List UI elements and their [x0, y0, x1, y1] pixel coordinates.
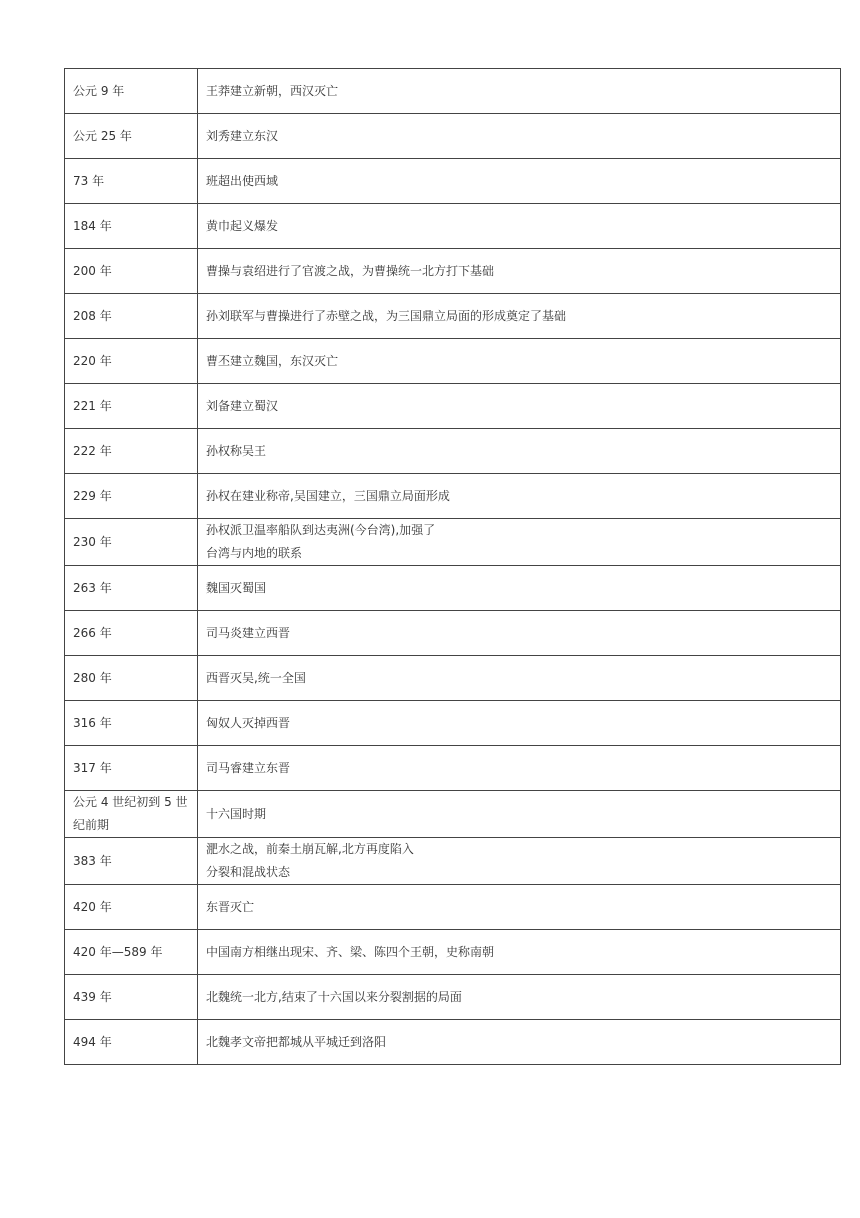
- event-text-line: 魏国灭蜀国: [206, 580, 267, 595]
- year-cell: 420 年—589 年: [65, 930, 198, 975]
- timeline-table: [64, 68, 841, 1065]
- event-cell: [198, 1020, 841, 1065]
- table-row: [65, 474, 841, 519]
- year-cell: 公元 9 年: [65, 69, 198, 114]
- table-row: [65, 975, 841, 1020]
- event-cell: [198, 249, 841, 294]
- event-cell: [198, 656, 841, 701]
- event-text-line: 曹操与袁绍进行了官渡之战，为曹操统一北方打下基础: [206, 263, 495, 278]
- year-cell: 200 年: [65, 249, 198, 294]
- year-cell: 383 年: [65, 838, 198, 885]
- event-text-line: 黄巾起义爆发: [206, 218, 279, 233]
- event-cell: [198, 429, 841, 474]
- table-row: [65, 746, 841, 791]
- table-row: [65, 249, 841, 294]
- table-row: [65, 656, 841, 701]
- year-cell: 222 年: [65, 429, 198, 474]
- event-cell: [198, 114, 841, 159]
- year-cell: 280 年: [65, 656, 198, 701]
- event-text-line: 十六国时期: [206, 806, 267, 821]
- event-text-line: 台湾与内地的联系: [206, 546, 303, 560]
- event-text-line: 孙权派卫温率船队到达夷洲(今台湾),加强了: [206, 523, 436, 537]
- table-row: [65, 885, 841, 930]
- event-cell: [198, 566, 841, 611]
- year-cell: 208 年: [65, 294, 198, 339]
- year-cell: 494 年: [65, 1020, 198, 1065]
- event-text-line: 刘备建立蜀汉: [206, 398, 279, 413]
- event-cell: [198, 791, 841, 838]
- event-cell: [198, 930, 841, 975]
- event-cell: [198, 975, 841, 1020]
- event-text-line: 王莽建立新朝，西汉灭亡: [206, 83, 339, 98]
- event-text-line: 淝水之战，前秦土崩瓦解,北方再度陷入: [206, 842, 414, 856]
- year-cell: 230 年: [65, 519, 198, 566]
- event-text-line: 分裂和混战状态: [206, 865, 291, 879]
- event-text-line: 班超出使西域: [206, 173, 279, 188]
- event-cell: [198, 384, 841, 429]
- event-cell: [198, 204, 841, 249]
- event-cell: [198, 294, 841, 339]
- event-text-line: 刘秀建立东汉: [206, 128, 279, 143]
- table-row: [65, 566, 841, 611]
- table-row: [65, 791, 841, 838]
- year-cell: 266 年: [65, 611, 198, 656]
- year-cell: 220 年: [65, 339, 198, 384]
- year-cell: 229 年: [65, 474, 198, 519]
- year-cell: 420 年: [65, 885, 198, 930]
- event-text-line: 孙刘联军与曹操进行了赤壁之战，为三国鼎立局面的形成奠定了基础: [206, 308, 567, 323]
- table-row: [65, 701, 841, 746]
- event-cell: [198, 746, 841, 791]
- event-cell: [198, 69, 841, 114]
- event-text-line: 司马睿建立东晋: [206, 760, 291, 775]
- event-cell: [198, 885, 841, 930]
- year-cell: 317 年: [65, 746, 198, 791]
- table-row: [65, 69, 841, 114]
- event-text-line: 曹丕建立魏国，东汉灭亡: [206, 353, 339, 368]
- table-row: [65, 429, 841, 474]
- table-row: [65, 114, 841, 159]
- table-row: [65, 159, 841, 204]
- table-row: [65, 204, 841, 249]
- year-cell: 221 年: [65, 384, 198, 429]
- table-row: [65, 838, 841, 885]
- table-row: [65, 1020, 841, 1065]
- table-row: [65, 519, 841, 566]
- event-cell: [198, 701, 841, 746]
- year-cell: 316 年: [65, 701, 198, 746]
- table-row: [65, 294, 841, 339]
- event-text-line: 孙权称吴王: [206, 443, 267, 458]
- event-cell: [198, 838, 841, 885]
- event-text-line: 西晋灭吴,统一全国: [206, 670, 306, 685]
- event-text-line: 北魏统一北方,结束了十六国以来分裂割据的局面: [206, 989, 462, 1004]
- event-text-line: 北魏孝文帝把都城从平城迁到洛阳: [206, 1034, 387, 1049]
- event-text-line: 孙权在建业称帝,吴国建立，三国鼎立局面形成: [206, 488, 450, 503]
- year-cell: 73 年: [65, 159, 198, 204]
- table-row: [65, 930, 841, 975]
- year-cell: 184 年: [65, 204, 198, 249]
- table-row: [65, 339, 841, 384]
- event-cell: [198, 159, 841, 204]
- event-cell: [198, 519, 841, 566]
- year-cell: 公元 25 年: [65, 114, 198, 159]
- timeline-body: [65, 69, 841, 1065]
- table-row: [65, 384, 841, 429]
- event-cell: [198, 474, 841, 519]
- event-text-line: 东晋灭亡: [206, 899, 255, 914]
- event-cell: [198, 339, 841, 384]
- year-cell: 公元 4 世纪初到 5 世纪前期: [65, 791, 198, 838]
- year-cell: 263 年: [65, 566, 198, 611]
- event-cell: [198, 611, 841, 656]
- table-row: [65, 611, 841, 656]
- year-cell: 439 年: [65, 975, 198, 1020]
- event-text-line: 司马炎建立西晋: [206, 625, 291, 640]
- event-text-line: 匈奴人灭掉西晋: [206, 715, 291, 730]
- event-text-line: 中国南方相继出现宋、齐、梁、陈四个王朝，史称南朝: [206, 944, 495, 959]
